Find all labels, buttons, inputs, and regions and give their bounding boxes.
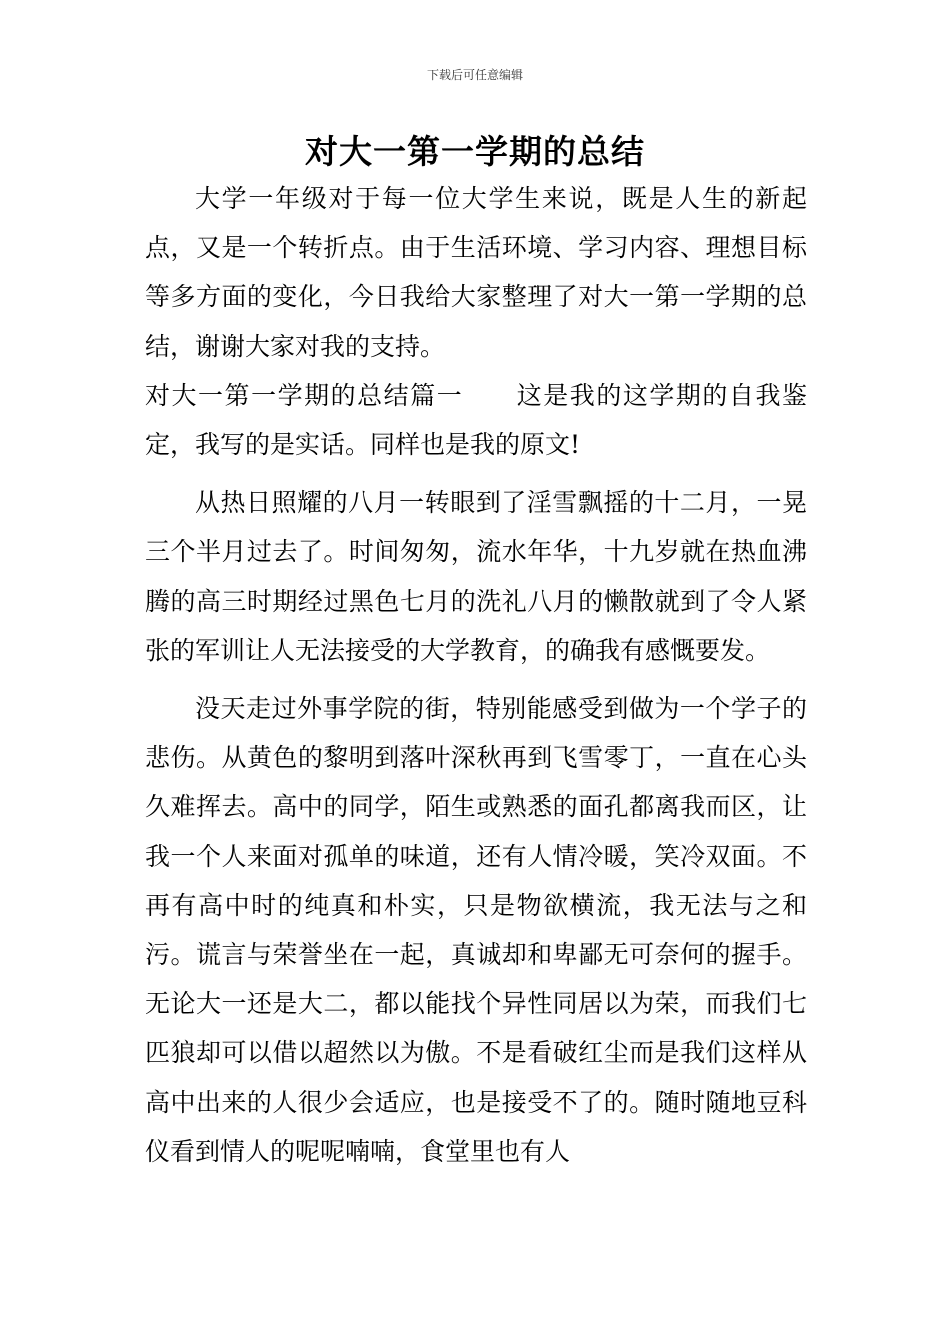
document-title: 对大一第一学期的总结 [305,132,645,171]
header-note: 下载后可任意编辑 [426,68,523,82]
body-paragraph-2: 没天走过外事学院的街，特别能感受到做为一个学子的悲伤。从黄色的黎明到落叶深秋再到飞雪零丁，一直在心头久难挥去。高中的同学，陌生或熟悉的面孔都离我而区，让我一个人来面对孤单的味道，还有人情冷暖，笑冷双面。不再有高中时的纯真和朴实，只是物欲横流，我无法与之和污。谎言与荣誉坐在一起，真诚却和卑鄙无可奈何的握手。无论大一还是大二，都以能找个异性同居以为荣，而我们七匹狼却可以借以超然以为傲。不是看破红尘而是我们这样从高中出来的人很少会适应，也是接受不了的。随时随地豆科仪看到情人的呢呢喃喃，食堂里也有人 [145,694,807,1166]
intro-paragraph: 大学一年级对于每一位大学生来说，既是人生的新起点，又是一个转折点。由于生活环境、学习内容、理想目标等多方面的变化，今日我给大家整理了对大一第一学期的总结，谢谢大家对我的支持。 [145,184,807,361]
section-paragraph [145,371,807,469]
section-heading: 对大一第一学期的总结篇一 [145,380,464,410]
body-paragraph-1: 从热日照耀的八月一转眼到了淫雪飘摇的十二月，一晃三个半月过去了。时间匆匆，流水年华，十九岁就在热血沸腾的高三时期经过黑色七月的洗礼八月的懒散就到了令人紧张的军训让人无法接受的大学教育，的确我有感慨要发。 [145,488,807,665]
section-lead: 这是我的这学期的自我鉴定，我写的是实话。同样也是我的原文! [145,380,807,460]
document-body [145,174,807,1176]
